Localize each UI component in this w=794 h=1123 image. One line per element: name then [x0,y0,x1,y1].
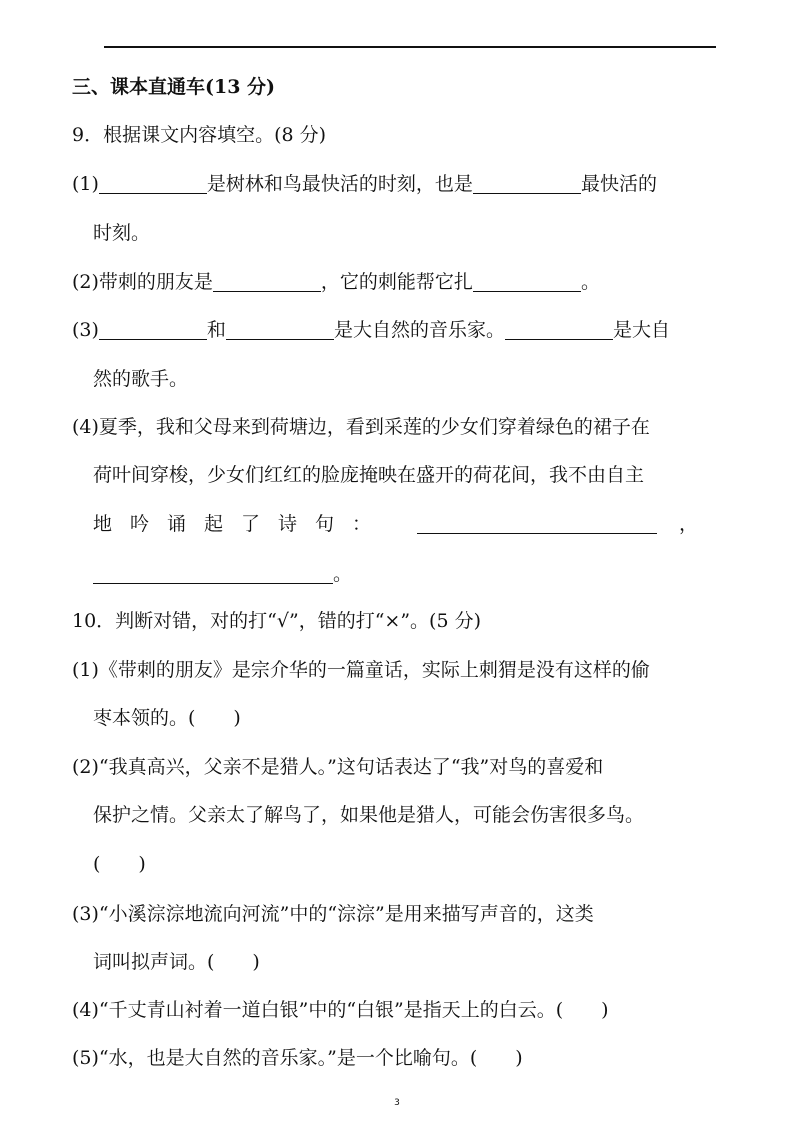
q10-item-1-line2: 枣本领的。( ) [93,707,241,729]
q9-item-4-line3 [93,512,698,536]
q9-2-suffix: 。 [580,271,600,293]
q9-item-4-line2: 荷叶间穿梭，少女们红红的脸庞掩映在盛开的荷花间，我不由自主 [93,464,645,486]
q9-item-1-cont: 时刻。 [93,222,151,244]
q10-item-4: (4)“千丈青山衬着一道白银”中的“白银”是指天上的白云。( ) [72,999,609,1021]
header-rule [104,46,716,48]
section-title: 三、课本直通车(13 分) [72,76,276,98]
q9-2-text: ，它的刺能帮它扎 [320,271,473,293]
answer-blank[interactable] [505,319,613,340]
q10-item-2-line1: (2)“我真高兴，父亲不是猎人。”这句话表达了“我”对鸟的喜爱和 [72,756,604,778]
q9-1-suffix: 最快活的 [580,173,657,195]
q9-4-end: 。 [333,563,353,585]
q10-item-1-line1: (1)《带刺的朋友》是宗介华的一篇童话，实际上刺猬是没有这样的偷 [72,659,650,681]
q9-2-prefix: (2)带刺的朋友是 [72,271,213,293]
q9-title: 9．根据课文内容填空。(8 分) [72,124,327,146]
q9-4-comma: ， [679,513,699,535]
q9-item-1 [72,172,657,196]
answer-blank[interactable] [417,513,657,534]
q10-item-3-line1: (3)“小溪淙淙地流向河流”中的“淙淙”是用来描写声音的，这类 [72,903,594,925]
q9-3-prefix: (3) [72,319,99,341]
q9-item-4-line1: (4)夏季，我和父母来到荷塘边，看到采莲的少女们穿着绿色的裙子在 [72,416,650,438]
q9-1-text: 是树林和鸟最快活的时刻，也是 [206,173,473,195]
q10-title: 10．判断对错，对的打“√”，错的打“×”。(5 分) [72,610,482,632]
q9-item-4-line4 [93,562,352,586]
q10-item-2-line2: 保护之情。父亲太了解鸟了，如果他是猎人，可能会伤害很多鸟。 [93,804,645,826]
q10-item-5: (5)“水，也是大自然的音乐家。”是一个比喻句。( ) [72,1047,523,1069]
q9-3-and: 和 [206,319,226,341]
answer-blank[interactable] [226,319,334,340]
answer-blank[interactable] [473,173,581,194]
q9-item-3-cont: 然的歌手。 [93,368,189,390]
answer-blank[interactable] [99,319,207,340]
q9-1-prefix: (1) [72,173,99,195]
answer-blank[interactable] [93,563,333,584]
answer-blank[interactable] [473,271,581,292]
q9-item-2 [72,270,600,294]
q9-4-prompt: 地吟诵起了诗句： [93,513,390,535]
q10-item-2-line3: ( ) [93,853,146,875]
answer-blank[interactable] [99,173,207,194]
q9-item-3 [72,318,670,342]
answer-blank[interactable] [213,271,321,292]
q10-item-3-line2: 词叫拟声词。( ) [93,951,260,973]
q9-3-text: 是大自然的音乐家。 [333,319,505,341]
q9-3-suffix: 是大自 [612,319,670,341]
page-number: 3 [394,1098,400,1108]
